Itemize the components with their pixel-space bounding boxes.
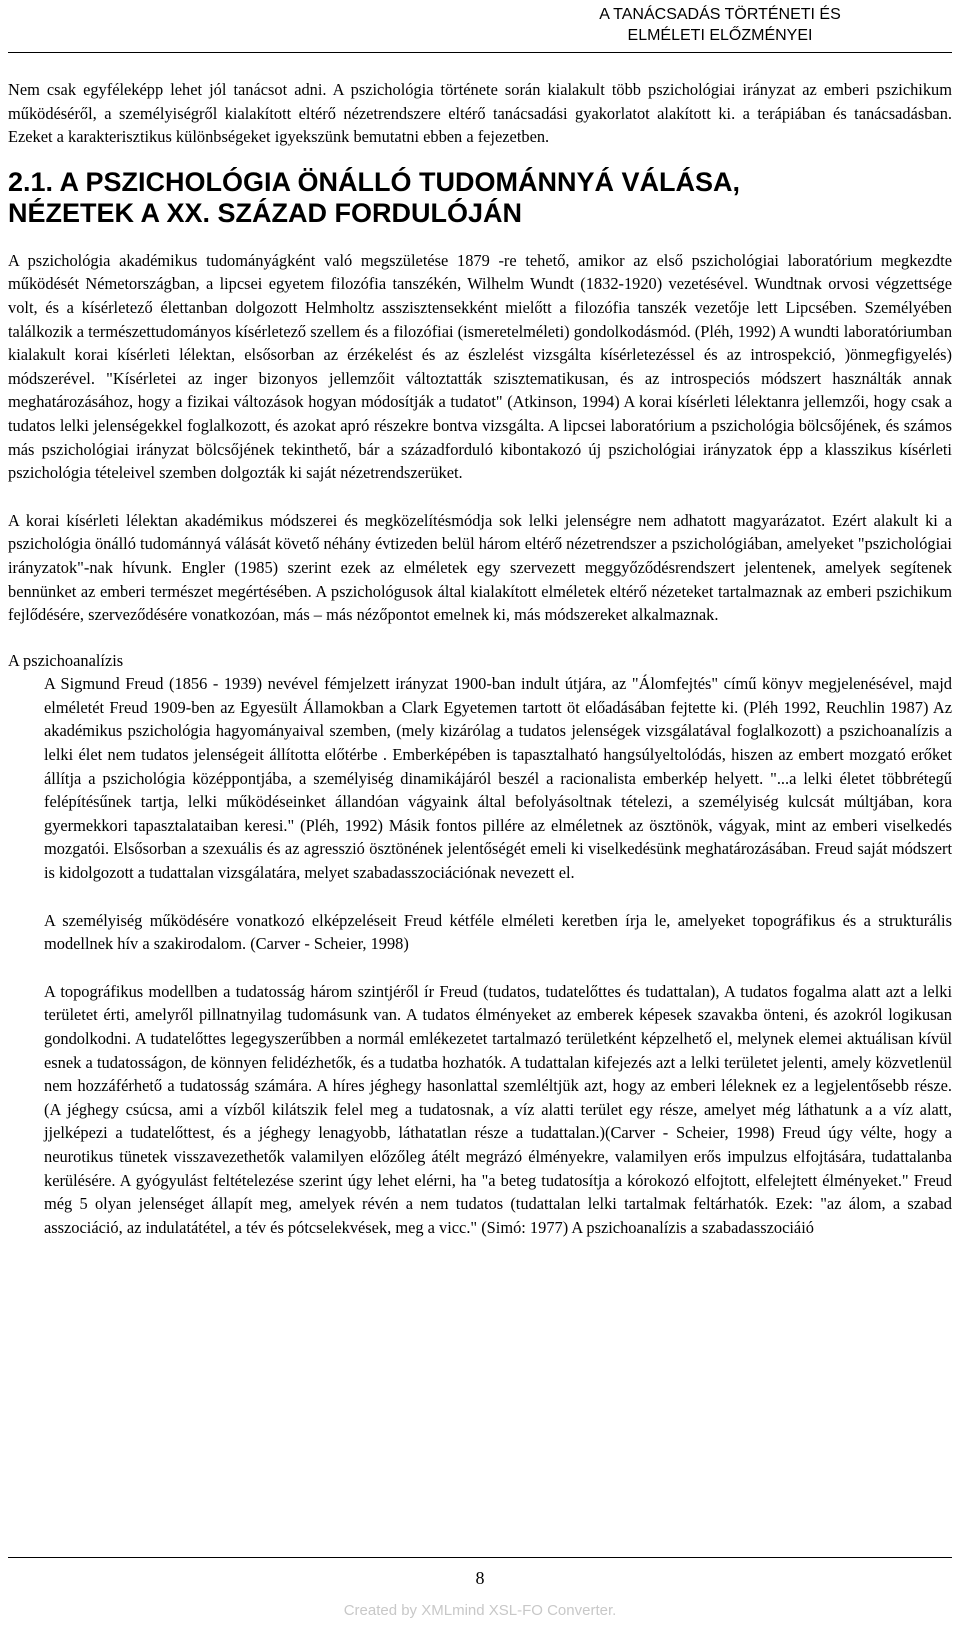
page-content [8, 78, 952, 1239]
psychoanalysis-block [8, 672, 952, 1239]
section-title-line-2: NÉZETEK A XX. SZÁZAD FORDULÓJÁN [8, 197, 523, 228]
section-title-line-1: 2.1. A PSZICHOLÓGIA ÖNÁLLÓ TUDOMÁNNYÁ VÁLÁSA, [8, 166, 741, 197]
footer-rule [8, 1557, 952, 1558]
psychoanalysis-paragraph-2: A személyiség működésére vonatkozó elképzeléseit Freud kétféle elméleti keretben írja le, amelyeket topográfikus és a strukturális modellnek hív a szakirodalom. (Carver - Scheier, 1998) [44, 910, 952, 954]
section-title [8, 167, 952, 229]
intro-paragraph: Nem csak egyféleképp lehet jól tanácsot adni. A pszichológia története során kialakult több pszichológiai irányzat az emberi pszichikum működéséről, a személyiségről kialakított eltérő nézetrendszere eltérő tanácsadási gyakorlatot alakított ki. a terápiában és tanácsadásban. Ezeket a karakterisztikus különbségeket igyekszünk bemutatni ebben a fejezetben. [8, 80, 952, 147]
running-header [520, 4, 920, 46]
header-rule [8, 52, 952, 53]
generator-watermark: Created by XMLmind XSL-FO Converter. [343, 1602, 617, 1619]
body-paragraph-2: A korai kísérleti lélektan akadémikus módszerei és megközelítésmódja sok lelki jelenségre nem adhatott magyarázatot. Ezért alakult ki a pszichológia önálló tudománnyá válását követő néhány évtizeden belül három eltérő nézetrendszer a pszichológiában, amelyeket "pszichológiai irányzatok"-nak hívunk. Engler (1985) szerint ezek az elméletek egy szervezett meggyőződésrendszert jelentenek, amelyek segítenek bennünket az emberi természet megértésében. A pszichológusok által kialakított elméletek eltérő nézeteket tartalmaznak az emberi pszichikum fejlődésére, szerveződésére vonatkozóan, más – más nézőpontot emelnek ki, más módszereket alkalmaznak. [8, 510, 952, 625]
psychoanalysis-paragraph-1: A Sigmund Freud (1856 - 1939) nevével fémjelzett irányzat 1900-ban indult útjára, az "Álomfejtés" című könyv megjelenésével, majd elméletét Freud 1909-ben az Egyesült Államokban a Clark Egyetemen tartott öt előadásában fejtette ki. (Pléh 1992, Reuchlin 1987) Az akadémikus pszichológia hagyományaival szemben, (mely kizárólag a tudatos jelenségek vizsgálatával foglalkozott) a pszichoanalízis a lelki élet nem tudatos jelenségeit állította előtérbe . Emberképében is tapasztalható hangsúlyeltolódás, hiszen az embert mozgató erőket állítja a pszichológia középpontjába, a személyiség dinamikájáról beszél a racionalista emberkép helyett. "...a lelki életet többrétegű felépítésűnek tartja, lelki működéseinket állandóan vágyaink által befolyásoltnak tételezi, a személyiség kulcsát múltjában, kora gyermekkori tapasztalataiban keresi." (Pléh, 1992) Másik fontos pillére az elméletnek az ösztönök, vágyak, mint az emberi viselkedés mozgatói. Elsősorban a szexuális és az agresszió ösztönének jelentőségét emeli ki viselkedésünk meghatározásában. Freud saját módszert is kidolgozott a tudattalan vizsgálatára, melyet szabadasszociációnak nevezett el. [44, 674, 952, 883]
running-header-line-2: ELMÉLETI ELŐZMÉNYEI [627, 27, 813, 44]
body-paragraph-1: A pszichológia akadémikus tudományágként való megszületése 1879 -re tehető, amikor az első pszichológiai laboratórium megkezdte működését Németországban, a lipcsei egyetem filozófia tanszékén, Wilhelm Wundt (1832-1920) vezetésével. Wundtnak orvosi végzettsége volt, és a kísérletező élettanban dolgozott Helmholtz asszisztensekként mielőtt a filozófia tanszék vezetője lett Lipcsében. Személyében találkozik a természettudományos kísérletező szellem és a filozófiai (ismeretelméleti) gondolkodásmód. (Pléh, 1992) A wundti laboratóriumban kialakult korai kísérleti lélektan, elsősorban az érzékelést és az észlelést vizsgálta kísérletezéssel és az introspekció, )önmegfigyelés) módszerével. "Kísérletei az inger bizonyos jellemzőit változtatták szisztematikusan, és az introspeciós módszert használták annak meghatározásához, hogy a fizikai változások hogyan módosítják a tudatot" (Atkinson, 1994) A korai kísérleti lélektanra jellemzői, hogy csak a tudatos lelki jelenségekkel foglalkozott, és azokat apró részekre bontva vizsgálta. A lipcsei laboratórium a pszichológia bölcsőjének, és számos más pszichológiai irányzat bölcsőjének tekinthető, bár a századforduló kibontakozó új pszichológiai irányzatok épp a klasszikus kísérleti pszichológia tételeivel szemben dolgozták ki saját nézetrendszerüket. [8, 250, 953, 483]
subsection-heading: A pszichoanalízis [8, 650, 124, 670]
page-number: 8 [475, 1568, 485, 1588]
running-header-line-1: A TANÁCSADÁS TÖRTÉNETI ÉS [599, 6, 841, 23]
psychoanalysis-paragraph-3: A topográfikus modellben a tudatosság három szintjéről ír Freud (tudatos, tudatelőttes és tudattalan), A tudatos fogalma alatt azt a lelki területet érti, amelyről pillnatnyilag tudomásunk van. A tudatos élményeket az emberek képesek szavakba önteni, és azokról logikusan gondolkodni. A tudatelőttes legegyszerűbben a normál emlékezetet tartalmazó területként képzelhető el, melynek elemei aktuálisan kívül esnek a tudatosságon, de könnyen felidézhetők, és a tudatba hozhatók. A tudattalan kifejezés azt a lelki területet jelenti, amely közvetlenül nem hozzáférhető a tudatosság számára. A híres jéghegy hasonlattal szemléltjük azt, hogy az emberi léleknek ez a legjelentősebb része. (A jéghegy csúcsa, ami a vízből kilátszik felel meg a tudatosnak, a víz alatti terület egy része, amelyet még láthatunk a a víz alatt, jjelképezi a tudatelőttest, és a jéghegy lenagyobb, láthatatlan része a tudattalan.)(Carver - Scheier, 1998) Freud úgy vélte, hogy a neurotikus tünetek visszavezethetők valamilyen előzőleg átélt megrázó élményekre, valamilyen erős impulzus elfojtására, tudattalanba kerülésére. A gyógyulást feltételezése szerint úgy lehet elérni, ha "a beteg tudatosítja a kórokozó elfojtott, elfelejtett élményeket." Freud még 5 olyan jelenséget állapít meg, amelyek révén a nem tudatos (tudattalan lelki tartalmak feltárhatók. Ezek: "az álom, a szabad asszociáció, az indulatátétel, a tév és pótcselekvések, meg a vicc." (Simó: 1977) A pszichoanalízis a szabadasszociáió [44, 981, 952, 1237]
